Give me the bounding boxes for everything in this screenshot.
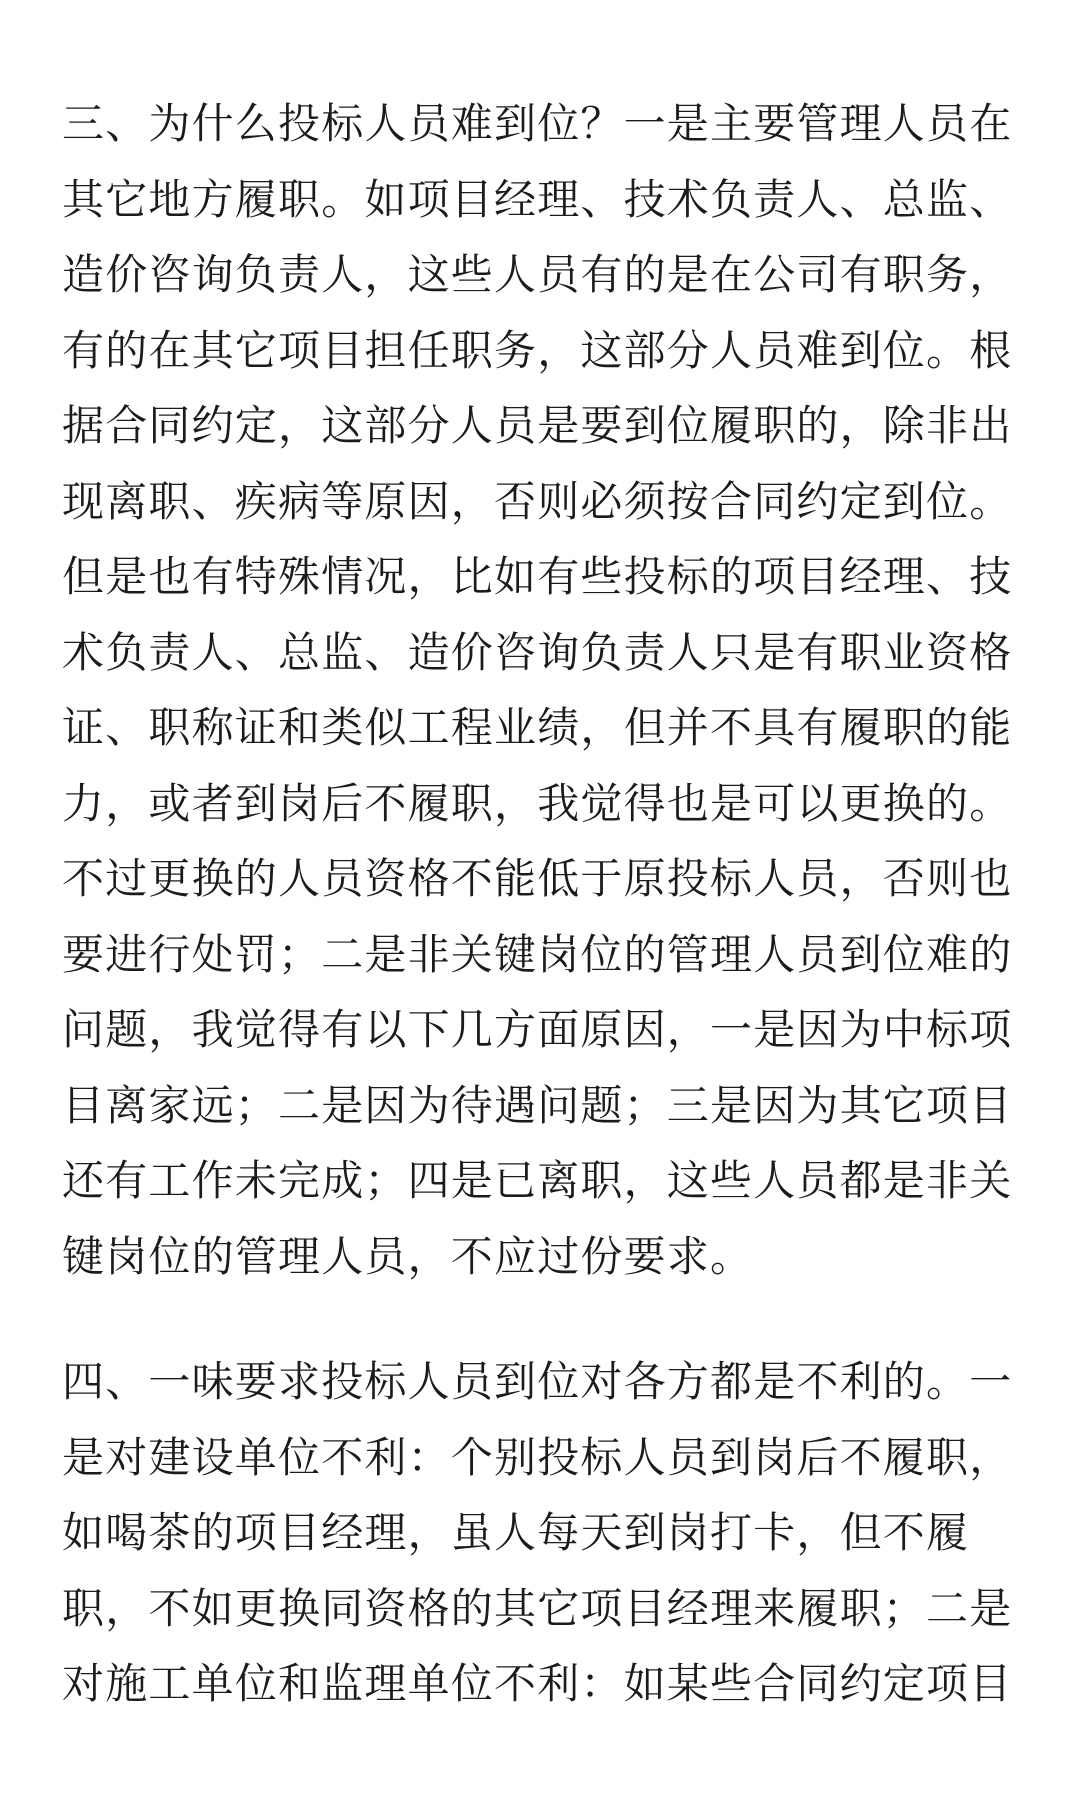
paragraph-1 — [62, 86, 1022, 1294]
text-line: 四、一味要求投标人员到位对各方都是不利的。一 — [62, 1357, 1013, 1406]
text-line: 是对建设单位不利：个别投标人员到岗后不履职， — [62, 1432, 1013, 1482]
text-line: 证、职称证和类似工程业绩，但并不具有履职的能 — [62, 703, 1013, 752]
article-body — [62, 86, 1022, 1722]
text-line: 三、为什么投标人员难到位？一是主要管理人员在 — [62, 99, 1013, 148]
text-line: 要进行处罚；二是非关键岗位的管理人员到位难的 — [62, 929, 1013, 979]
text-line: 不过更换的人员资格不能低于原投标人员，否则也 — [62, 854, 1013, 903]
text-line: 其它地方履职。如项目经理、技术负责人、总监、 — [62, 174, 1013, 224]
text-line: 但是也有特殊情况，比如有些投标的项目经理、技 — [62, 552, 1013, 601]
text-line: 有的在其它项目担任职务，这部分人员难到位。根 — [62, 325, 1013, 375]
text-line: 术负责人、总监、造价咨询负责人只是有职业资格 — [62, 627, 1013, 677]
text-line: 还有工作未完成；四是已离职，这些人员都是非关 — [62, 1156, 1013, 1205]
text-line: 现离职、疾病等原因，否则必须按合同约定到位。 — [62, 476, 1013, 526]
text-line: 对施工单位和监理单位不利：如某些合同约定项目 — [62, 1659, 1013, 1708]
paragraph-2 — [62, 1344, 1022, 1722]
text-line: 目离家远；二是因为待遇问题；三是因为其它项目 — [62, 1080, 1013, 1130]
text-line: 造价咨询负责人，这些人员有的是在公司有职务， — [62, 250, 1013, 299]
paragraph-spacer — [62, 1294, 1022, 1344]
text-line: 键岗位的管理人员，不应过份要求。 — [62, 1231, 754, 1281]
text-line: 问题，我觉得有以下几方面原因，一是因为中标项 — [62, 1005, 1013, 1054]
text-line: 据合同约定，这部分人员是要到位履职的，除非出 — [62, 401, 1013, 450]
text-line: 如喝茶的项目经理，虽人每天到岗打卡，但不履 — [62, 1508, 970, 1557]
text-line: 职，不如更换同资格的其它项目经理来履职；二是 — [62, 1583, 1013, 1633]
text-line: 力，或者到岗后不履职，我觉得也是可以更换的。 — [62, 778, 1013, 828]
